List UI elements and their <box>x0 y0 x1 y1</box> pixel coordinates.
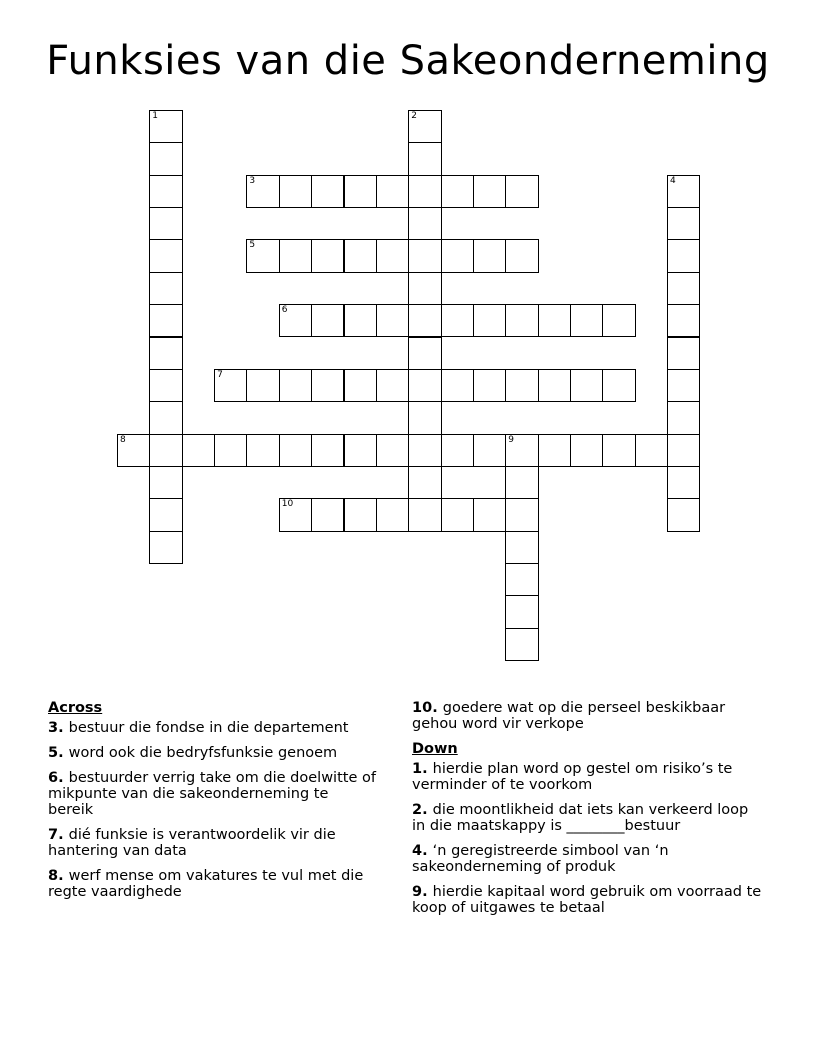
across-heading: Across <box>48 700 103 716</box>
clue-number: 1 <box>152 111 159 121</box>
grid-cell[interactable] <box>279 239 312 272</box>
grid-cell[interactable] <box>149 272 182 305</box>
clue-down-4: 4. ‘n geregistreerde simbool van ‘n sakeonderneming of produk <box>412 843 669 875</box>
grid-cell[interactable] <box>667 175 700 208</box>
grid-cell[interactable] <box>667 369 700 402</box>
grid-cell[interactable] <box>570 304 603 337</box>
clue-down-1: 1. hierdie plan word op gestel om risiko’s te verminder of te voorkom <box>412 761 733 793</box>
grid-cell[interactable] <box>376 175 409 208</box>
grid-cell[interactable] <box>570 369 603 402</box>
grid-cell[interactable] <box>149 304 182 337</box>
grid-cell[interactable] <box>246 369 279 402</box>
clue-across-8: 8. werf mense om vakatures te vul met die regte vaardighede <box>48 868 364 900</box>
grid-cell[interactable] <box>408 369 441 402</box>
grid-cell[interactable] <box>376 498 409 531</box>
clue-across-6: 6. bestuurder verrig take om die doelwitte of mikpunte van die sakeonderneming te bereik <box>48 770 376 818</box>
grid-cell[interactable] <box>246 434 279 467</box>
grid-cell[interactable] <box>505 466 538 499</box>
grid-cell[interactable] <box>570 434 603 467</box>
grid-cell[interactable] <box>408 466 441 499</box>
grid-cell[interactable] <box>667 434 700 467</box>
grid-cell[interactable] <box>667 272 700 305</box>
grid-cell[interactable] <box>344 498 377 531</box>
clue-number: 2 <box>411 111 417 121</box>
grid-cell[interactable] <box>376 239 409 272</box>
clue-across-5: 5. word ook die bedryfsfunksie genoem <box>48 745 338 761</box>
grid-cell[interactable] <box>408 175 441 208</box>
grid-cell[interactable] <box>311 369 344 402</box>
grid-cell[interactable] <box>279 175 312 208</box>
grid-cell[interactable] <box>505 531 538 564</box>
grid-cell[interactable] <box>376 369 409 402</box>
clue-down-2: 2. die moontlikheid dat iets kan verkeerd loop in die maatskappy is ________bestuur <box>412 802 749 834</box>
grid-cell[interactable] <box>149 110 182 143</box>
grid-cell[interactable] <box>311 175 344 208</box>
grid-cell[interactable] <box>311 304 344 337</box>
grid-cell[interactable] <box>246 175 279 208</box>
grid-cell[interactable] <box>408 142 441 175</box>
grid-cell[interactable] <box>602 369 635 402</box>
grid-cell[interactable] <box>149 434 182 467</box>
grid-cell[interactable] <box>667 207 700 240</box>
grid-cell[interactable] <box>505 628 538 661</box>
grid-cell[interactable] <box>667 498 700 531</box>
grid-cell[interactable] <box>408 110 441 143</box>
grid-cell[interactable] <box>505 434 538 467</box>
grid-cell[interactable] <box>408 207 441 240</box>
grid-cell[interactable] <box>505 304 538 337</box>
grid-cell[interactable] <box>602 304 635 337</box>
grid-cell[interactable] <box>505 369 538 402</box>
grid-cell[interactable] <box>538 304 571 337</box>
grid-cell[interactable] <box>311 239 344 272</box>
clue-across-3: 3. bestuur die fondse in die departement <box>48 720 349 736</box>
grid-cell[interactable] <box>635 434 668 467</box>
puzzle-title: Funksies van die Sakeonderneming <box>46 38 770 84</box>
grid-cell[interactable] <box>408 272 441 305</box>
clue-across-10: 10. goedere wat op die perseel beskikbaar gehou word vir verkope <box>412 700 726 732</box>
grid-cell[interactable] <box>408 304 441 337</box>
clue-number: 3 <box>249 175 256 186</box>
grid-cell[interactable] <box>505 498 538 531</box>
grid-cell[interactable] <box>505 595 538 628</box>
grid-cell[interactable] <box>311 498 344 531</box>
grid-cell[interactable] <box>505 175 538 208</box>
grid-cell[interactable] <box>473 369 506 402</box>
down-heading: Down <box>412 741 458 757</box>
grid-cell[interactable] <box>441 239 474 272</box>
grid-cell[interactable] <box>149 142 182 175</box>
grid-cell[interactable] <box>408 498 441 531</box>
grid-cell[interactable] <box>246 239 279 272</box>
grid-cell[interactable] <box>149 498 182 531</box>
grid-cell[interactable] <box>441 369 474 402</box>
clue-number: 8 <box>120 434 126 445</box>
grid-cell[interactable] <box>149 369 182 402</box>
clues-left-column <box>48 700 378 909</box>
grid-cell[interactable] <box>149 531 182 564</box>
grid-cell[interactable] <box>182 434 215 467</box>
grid-cell[interactable] <box>441 175 474 208</box>
clues-right-column <box>412 700 762 925</box>
clue-number: 4 <box>670 175 676 186</box>
grid-cell[interactable] <box>441 434 474 467</box>
grid-cell[interactable] <box>473 304 506 337</box>
clue-across-7: 7. dié funksie is verantwoordelik vir die hantering van data <box>48 827 336 859</box>
grid-cell[interactable] <box>344 239 377 272</box>
grid-cell[interactable] <box>667 466 700 499</box>
grid-cell[interactable] <box>408 401 441 434</box>
grid-cell[interactable] <box>667 304 700 337</box>
grid-cell[interactable] <box>149 175 182 208</box>
grid-cell[interactable] <box>408 239 441 272</box>
clue-number: 5 <box>249 240 256 251</box>
grid-cell[interactable] <box>441 498 474 531</box>
grid-cell[interactable] <box>376 304 409 337</box>
grid-cell[interactable] <box>602 434 635 467</box>
grid-cell[interactable] <box>408 337 441 370</box>
grid-cell[interactable] <box>376 434 409 467</box>
grid-cell[interactable] <box>473 239 506 272</box>
grid-cell[interactable] <box>149 337 182 370</box>
grid-cell[interactable] <box>214 434 247 467</box>
grid-cell[interactable] <box>149 207 182 240</box>
grid-cell[interactable] <box>311 434 344 467</box>
grid-cell[interactable] <box>538 369 571 402</box>
grid-cell[interactable] <box>149 239 182 272</box>
grid-cell[interactable] <box>344 175 377 208</box>
grid-cell[interactable] <box>505 563 538 596</box>
grid-cell[interactable] <box>344 304 377 337</box>
clue-down-9: 9. hierdie kapitaal word gebruik om voorraad te koop of uitgawes te betaal <box>412 884 762 916</box>
grid-cell[interactable] <box>473 175 506 208</box>
grid-cell[interactable] <box>667 239 700 272</box>
grid-cell[interactable] <box>279 434 312 467</box>
grid-cell[interactable] <box>117 434 150 467</box>
grid-cell[interactable] <box>279 498 312 531</box>
clue-number: 9 <box>508 434 514 445</box>
grid-cell[interactable] <box>538 434 571 467</box>
grid-cell[interactable] <box>473 434 506 467</box>
grid-cell[interactable] <box>667 401 700 434</box>
grid-cell[interactable] <box>441 304 474 337</box>
grid-cell[interactable] <box>279 304 312 337</box>
grid-cell[interactable] <box>344 369 377 402</box>
grid-cell[interactable] <box>214 369 247 402</box>
grid-cell[interactable] <box>408 434 441 467</box>
grid-cell[interactable] <box>667 337 700 370</box>
clue-number: 7 <box>217 369 223 380</box>
grid-cell[interactable] <box>505 239 538 272</box>
grid-cell[interactable] <box>344 434 377 467</box>
grid-cell[interactable] <box>473 498 506 531</box>
grid-cell[interactable] <box>279 369 312 402</box>
clue-number: 6 <box>281 305 288 316</box>
clue-number: 10 <box>281 499 294 510</box>
grid-cell[interactable] <box>149 466 182 499</box>
grid-cell[interactable] <box>149 401 182 434</box>
